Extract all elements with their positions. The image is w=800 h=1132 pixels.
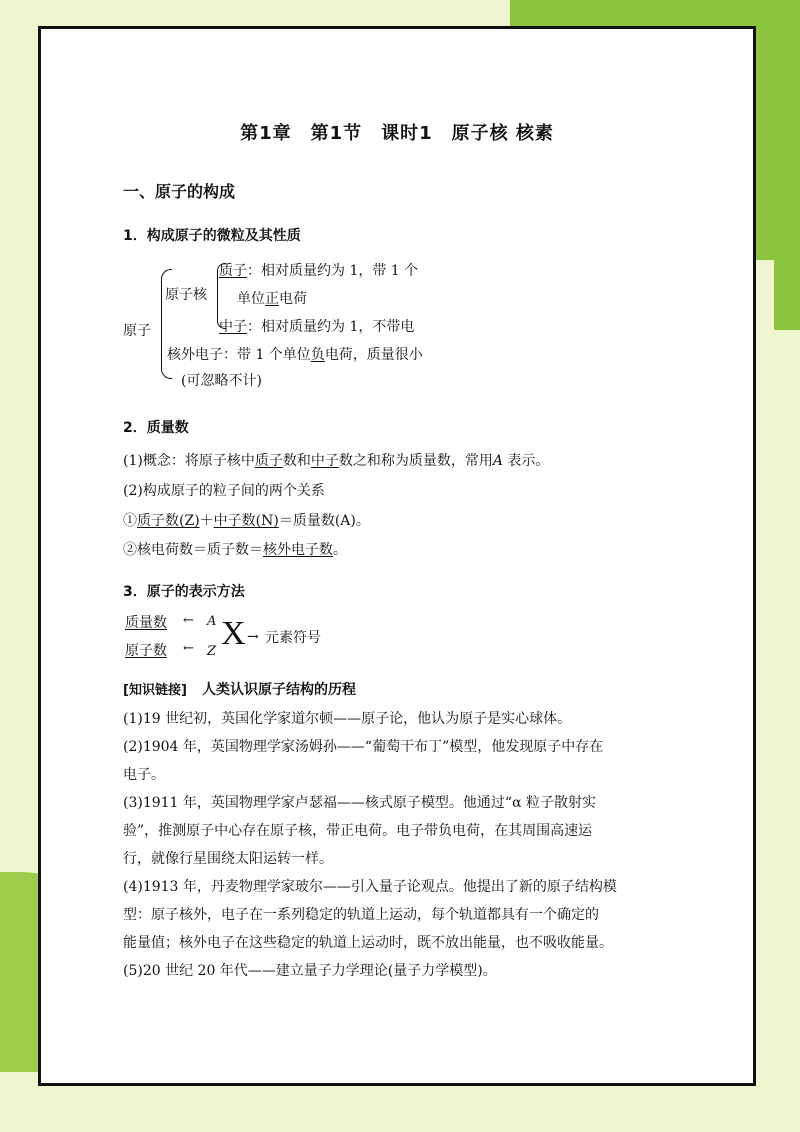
knowledge-link-tag: [知识链接] bbox=[123, 683, 187, 698]
mass-symbol-A: A bbox=[207, 614, 217, 629]
arrow-left-icon: ← bbox=[183, 613, 194, 628]
history-p4-line3: 能量值；核外电子在这些稳定的轨道上运动时，既不放出能量，也不吸收能量。 bbox=[123, 935, 613, 951]
atomic-symbol-Z: Z bbox=[207, 644, 217, 659]
element-symbol-label: 元素符号 bbox=[265, 630, 321, 646]
relations-intro: (2)构成原子的粒子间的两个关系 bbox=[123, 483, 325, 499]
section-heading: 一、原子的构成 bbox=[123, 182, 236, 201]
history-p4-line1: (4)1913 年，丹麦物理学家玻尔——引入量子论观点。他提出了新的原子结构模 bbox=[123, 879, 617, 895]
decor-blob-right bbox=[774, 240, 800, 330]
proton-line-1: 质子：相对质量约为 1，带 1 个 bbox=[219, 263, 419, 279]
subsection-heading-2: 2．质量数 bbox=[123, 420, 189, 436]
history-p3-line2: 验”，推测原子中心存在原子核，带正电荷。电子带负电荷，在其周围高速运 bbox=[123, 823, 593, 839]
subsection-heading-1: 1．构成原子的微粒及其性质 bbox=[123, 228, 301, 244]
relation-2: ②核电荷数＝质子数＝核外电子数。 bbox=[123, 542, 347, 558]
document-card bbox=[38, 26, 756, 1086]
element-symbol-X: X bbox=[221, 615, 246, 652]
electron-line: 核外电子：带 1 个单位负电荷，质量很小 bbox=[167, 347, 423, 363]
history-p3-line1: (3)1911 年，英国物理学家卢瑟福——核式原子模型。他通过“α 粒子散射实 bbox=[123, 795, 596, 811]
atomic-number-label: 原子数 bbox=[125, 643, 167, 659]
arrow-left-icon: ← bbox=[183, 641, 194, 656]
history-p5: (5)20 世纪 20 年代——建立量子力学理论(量子力学模型)。 bbox=[123, 963, 497, 979]
arrow-right-icon: → bbox=[247, 629, 259, 645]
knowledge-link-heading: 人类认识原子结构的历程 bbox=[201, 682, 356, 698]
mass-concept-line: (1)概念：将原子核中质子数和中子数之和称为质量数，常用A 表示。 bbox=[123, 453, 550, 469]
relation-1: ①质子数(Z)＋中子数(N)＝质量数(A)。 bbox=[123, 513, 370, 529]
history-p2-line2: 电子。 bbox=[123, 767, 165, 783]
history-p2-line1: (2)1904 年，英国物理学家汤姆孙——“葡萄干布丁”模型，他发现原子中存在 bbox=[123, 739, 604, 755]
history-p3-line3: 行，就像行星围绕太阳运转一样。 bbox=[123, 851, 333, 867]
history-p1: (1)19 世纪初，英国化学家道尔顿——原子论，他认为原子是实心球体。 bbox=[123, 711, 572, 727]
proton-term: 质子 bbox=[219, 263, 247, 279]
proton-line-2: 单位正电荷 bbox=[237, 291, 307, 307]
electron-note: (可忽略不计) bbox=[181, 373, 262, 389]
history-p4-line2: 型：原子核外，电子在一系列稳定的轨道上运动，每个轨道都具有一个确定的 bbox=[123, 907, 599, 923]
knowledge-link-header bbox=[123, 679, 356, 699]
neutron-term: 中子 bbox=[219, 319, 247, 335]
nucleus-label: 原子核 bbox=[165, 287, 207, 303]
neutron-line: 中子：相对质量约为 1，不带电 bbox=[219, 319, 415, 335]
mass-number-label: 质量数 bbox=[125, 615, 167, 631]
page-title: 第1章 第1节 课时1 原子核 核素 bbox=[240, 123, 554, 144]
atom-label: 原子 bbox=[123, 323, 151, 339]
subsection-heading-3: 3．原子的表示方法 bbox=[123, 584, 245, 600]
